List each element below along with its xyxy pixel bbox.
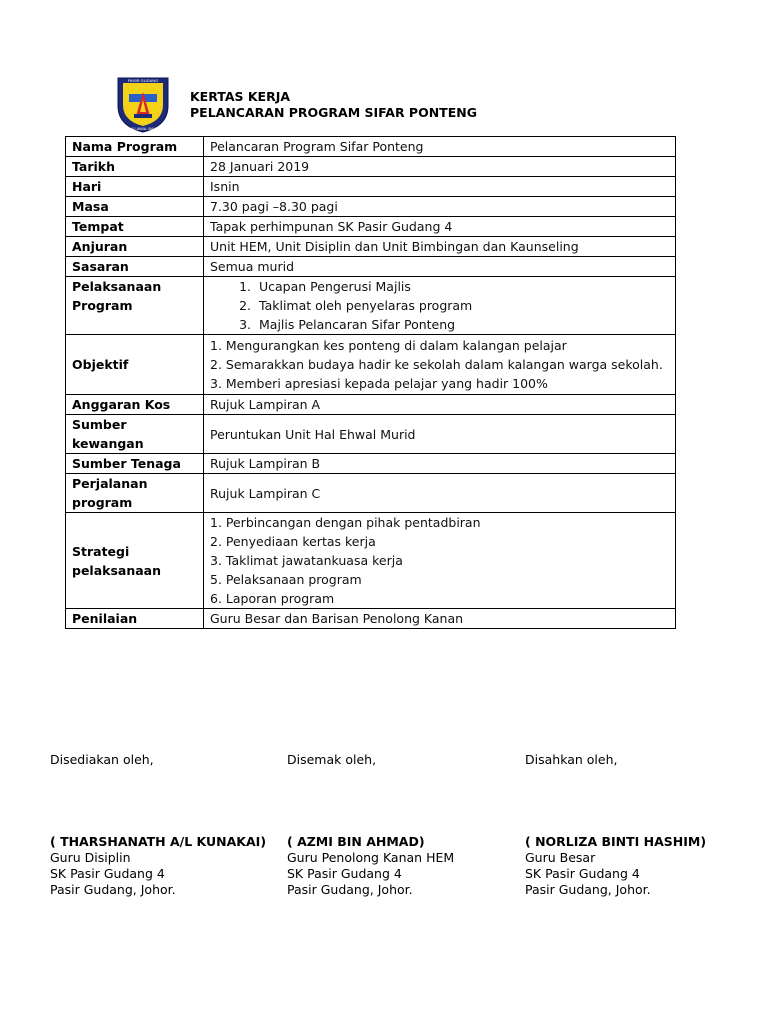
strategi-line: 2. Penyediaan kertas kerja bbox=[210, 534, 376, 549]
signature-block-preparer bbox=[50, 834, 266, 898]
row-objektif bbox=[66, 335, 676, 395]
label-pelaksanaan-line1: Pelaksanaan bbox=[72, 279, 162, 294]
label-sumber-kewangan-line2: kewangan bbox=[72, 436, 144, 451]
pelaksanaan-item: 2. Taklimat oleh penyelaras program bbox=[255, 296, 669, 315]
label-sasaran: Sasaran bbox=[66, 257, 204, 277]
signatory-school: SK Pasir Gudang 4 bbox=[525, 866, 640, 881]
row-tempat bbox=[66, 217, 676, 237]
signatory-role: Guru Penolong Kanan HEM bbox=[287, 850, 455, 865]
signature-block-approver bbox=[525, 834, 706, 898]
label-strategi bbox=[66, 513, 204, 609]
value-penilaian: Guru Besar dan Barisan Penolong Kanan bbox=[204, 609, 676, 629]
signatory-role: Guru Besar bbox=[525, 850, 596, 865]
title-line-2: PELANCARAN PROGRAM SIFAR PONTENG bbox=[190, 105, 477, 120]
signatory-name: ( AZMI BIN AHMAD) bbox=[287, 834, 425, 849]
signatory-place: Pasir Gudang, Johor. bbox=[525, 882, 651, 897]
row-nama-program bbox=[66, 137, 676, 157]
pelaksanaan-item: 1. Ucapan Pengerusi Majlis bbox=[255, 277, 669, 296]
label-sumber-tenaga: Sumber Tenaga bbox=[66, 454, 204, 474]
value-sasaran: Semua murid bbox=[204, 257, 676, 277]
value-anjuran: Unit HEM, Unit Disiplin dan Unit Bimbingan dan Kaunseling bbox=[204, 237, 676, 257]
row-masa bbox=[66, 197, 676, 217]
strategi-line: 5. Pelaksanaan program bbox=[210, 572, 362, 587]
row-pelaksanaan bbox=[66, 277, 676, 335]
logo-top-text: PASIR GUDANG bbox=[127, 78, 159, 83]
program-table bbox=[65, 136, 676, 629]
signatory-place: Pasir Gudang, Johor. bbox=[50, 882, 176, 897]
document-title bbox=[190, 89, 477, 121]
objektif-line: 2. Semarakkan budaya hadir ke sekolah dalam kalangan warga sekolah. bbox=[210, 357, 663, 372]
label-masa: Masa bbox=[66, 197, 204, 217]
signatory-role: Guru Disiplin bbox=[50, 850, 131, 865]
label-nama-program: Nama Program bbox=[66, 137, 204, 157]
label-strategi-line1: Strategi bbox=[72, 543, 130, 559]
pelaksanaan-list bbox=[210, 277, 669, 334]
objektif-line: 1. Mengurangkan kes ponteng di dalam kalangan pelajar bbox=[210, 338, 567, 353]
label-anjuran: Anjuran bbox=[66, 237, 204, 257]
label-pelaksanaan bbox=[66, 277, 204, 335]
school-logo bbox=[112, 72, 174, 134]
label-objektif: Objektif bbox=[66, 335, 204, 395]
pelaksanaan-item: 3. Majlis Pelancaran Sifar Ponteng bbox=[255, 315, 669, 334]
label-perjalanan-line2: program bbox=[72, 495, 133, 510]
value-objektif bbox=[204, 335, 676, 395]
row-sumber-kewangan bbox=[66, 415, 676, 454]
value-nama-program: Pelancaran Program Sifar Ponteng bbox=[204, 137, 676, 157]
label-perjalanan bbox=[66, 474, 204, 513]
signatory-name: ( THARSHANATH A/L KUNAKAI) bbox=[50, 834, 267, 849]
label-penilaian: Penilaian bbox=[66, 609, 204, 629]
row-sasaran bbox=[66, 257, 676, 277]
value-strategi bbox=[204, 513, 676, 609]
label-pelaksanaan-line2: Program bbox=[72, 298, 133, 313]
caption-approved-by: Disahkan oleh, bbox=[525, 752, 618, 767]
signatory-school: SK Pasir Gudang 4 bbox=[287, 866, 402, 881]
label-hari: Hari bbox=[66, 177, 204, 197]
title-line-1: KERTAS KERJA bbox=[190, 89, 291, 104]
row-tarikh bbox=[66, 157, 676, 177]
row-hari bbox=[66, 177, 676, 197]
value-tarikh: 28 Januari 2019 bbox=[204, 157, 676, 177]
caption-checked-by: Disemak oleh, bbox=[287, 752, 377, 767]
value-hari: Isnin bbox=[204, 177, 676, 197]
value-pelaksanaan bbox=[204, 277, 676, 335]
value-sumber-tenaga: Rujuk Lampiran B bbox=[204, 454, 676, 474]
label-strategi-line2: pelaksanaan bbox=[72, 562, 162, 578]
value-tempat: Tapak perhimpunan SK Pasir Gudang 4 bbox=[204, 217, 676, 237]
label-perjalanan-line1: Perjalanan bbox=[72, 476, 148, 491]
signatory-school: SK Pasir Gudang 4 bbox=[50, 866, 165, 881]
row-strategi bbox=[66, 513, 676, 609]
objektif-line: 3. Memberi apresiasi kepada pelajar yang hadir 100% bbox=[210, 376, 548, 391]
label-sumber-kewangan-line1: Sumber bbox=[72, 417, 127, 432]
row-penilaian bbox=[66, 609, 676, 629]
label-anggaran-kos: Anggaran Kos bbox=[66, 395, 204, 415]
caption-prepared-by: Disediakan oleh, bbox=[50, 752, 154, 767]
value-perjalanan: Rujuk Lampiran C bbox=[204, 474, 676, 513]
strategi-line: 1. Perbincangan dengan pihak pentadbiran bbox=[210, 515, 481, 530]
value-masa: 7.30 pagi –8.30 pagi bbox=[204, 197, 676, 217]
label-sumber-kewangan bbox=[66, 415, 204, 454]
logo-bottom-text: ILMU AMAL BAKTI bbox=[126, 126, 160, 131]
row-perjalanan bbox=[66, 474, 676, 513]
row-anjuran bbox=[66, 237, 676, 257]
signatory-place: Pasir Gudang, Johor. bbox=[287, 882, 413, 897]
row-sumber-tenaga bbox=[66, 454, 676, 474]
label-tarikh: Tarikh bbox=[66, 157, 204, 177]
value-sumber-kewangan: Peruntukan Unit Hal Ehwal Murid bbox=[204, 415, 676, 454]
strategi-line: 6. Laporan program bbox=[210, 591, 335, 606]
row-anggaran-kos bbox=[66, 395, 676, 415]
label-tempat: Tempat bbox=[66, 217, 204, 237]
signature-block-checker bbox=[287, 834, 454, 898]
strategi-line: 3. Taklimat jawatankuasa kerja bbox=[210, 553, 403, 568]
value-anggaran-kos: Rujuk Lampiran A bbox=[204, 395, 676, 415]
signatory-name: ( NORLIZA BINTI HASHIM) bbox=[525, 834, 707, 849]
